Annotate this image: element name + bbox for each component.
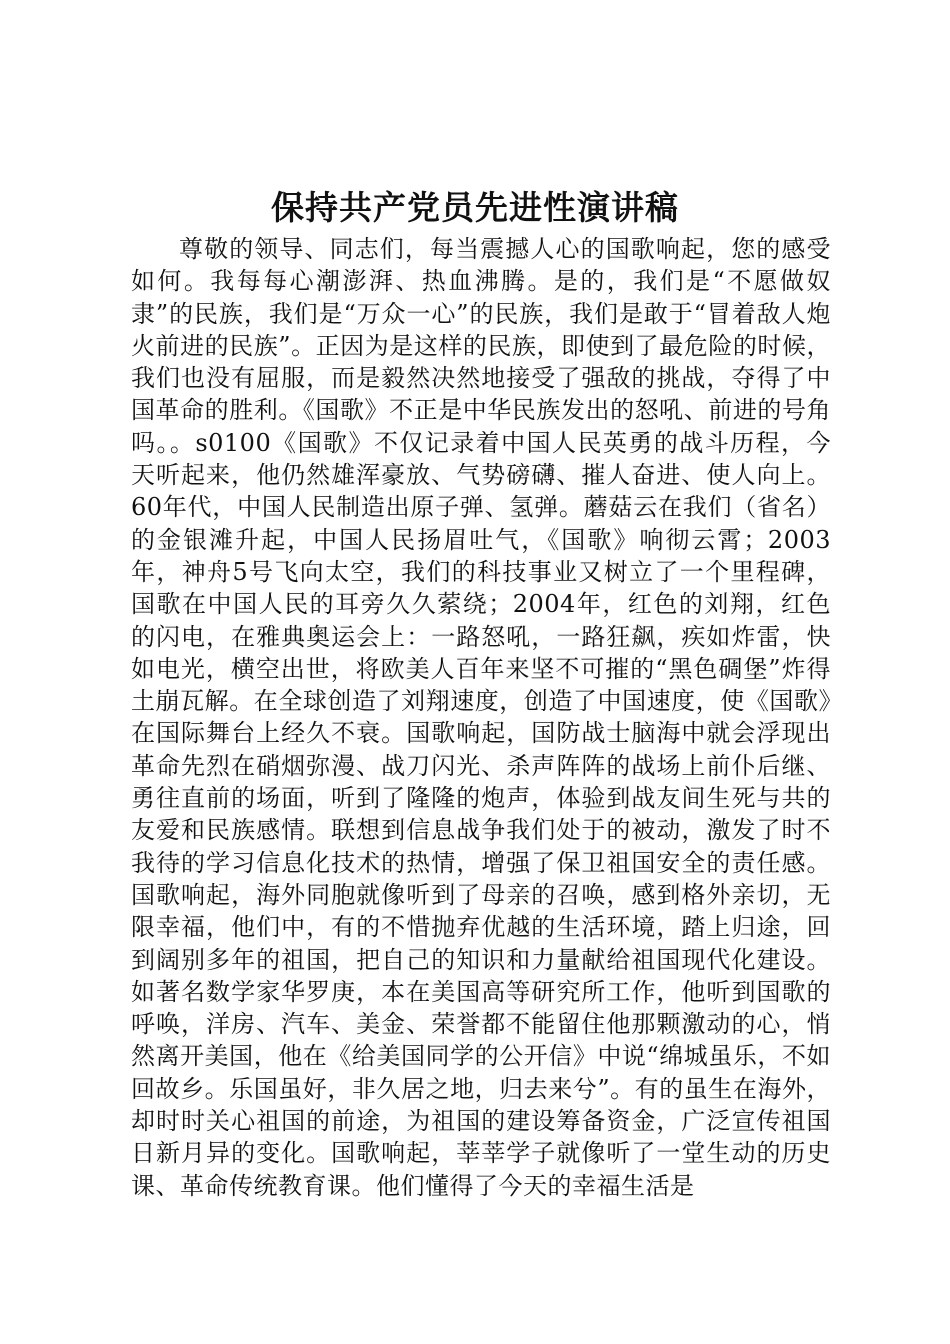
document-body-paragraph: 尊敬的领导、同志们，每当震撼人心的国歌响起，您的感受如何。我每每心潮澎湃、热血沸腾。是的，我们是“不愿做奴隶”的民族，我们是“万众一心”的民族，我们是敢于“冒着敌人炮火前进的民族”。正因为是这样的民族，即使到了最危险的时候，我们也没有屈服，而是毅然决然地接受了强敌的挑战，夺得了中国革命的胜利。《国歌》不正是中华民族发出的怒吼、前进的号角吗。。s0100《国歌》不仅记录着中国人民英勇的战斗历程，今天听起来，他仍然雄浑豪放、气势磅礴、摧人奋进、使人向上。60年代，中国人民制造出原子弹、氢弹。蘑菇云在我们（省名）的金银滩升起，中国人民扬眉吐气，《国歌》响彻云霄；2003年，神舟5号飞向太空，我们的科技事业又树立了一个里程碑，国歌在中国人民的耳旁久久萦绕；2004年，红色的刘翔，红色的闪电，在雅典奥运会上：一路怒吼，一路狂飙，疾如炸雷，快如电光，横空出世，将欧美人百年来坚不可摧的“黑色碉堡”炸得土崩瓦解。在全球创造了刘翔速度，创造了中国速度，使《国歌》在国际舞台上经久不衰。国歌响起，国防战士脑海中就会浮现出革命先烈在硝烟弥漫、战刀闪光、杀声阵阵的战场上前仆后继、勇往直前的场面，听到了隆隆的炮声，体验到战友间生死与共的友爱和民族感情。联想到信息战争我们处于的被动，激发了时不我待的学习信息化技术的热情，增强了保卫祖国安全的责任感。国歌响起，海外同胞就像听到了母亲的召唤，感到格外亲切，无限幸福，他们中，有的不惜抛弃优越的生活环境，踏上归途，回到阔别多年的祖国，把自己的知识和力量献给祖国现代化建设。如著名数学家华罗庚，本在美国高等研究所工作，他听到国歌的呼唤，洋房、汽车、美金、荣誉都不能留住他那颗激动的心，悄然离开美国，他在《给美国同学的公开信》中说“绵城虽乐，不如回故乡。乐国虽好，非久居之地，归去来兮”。有的虽生在海外，却时时关心祖国的前途，为祖国的建设筹备资金，广泛宣传祖国日新月异的变化。国歌响起，莘莘学子就像听了一堂生动的历史课、革命传统教育课。他们懂得了今天的幸福生活是 (131, 235, 831, 1200)
document-title: 保持共产党员先进性演讲稿 (271, 188, 679, 227)
